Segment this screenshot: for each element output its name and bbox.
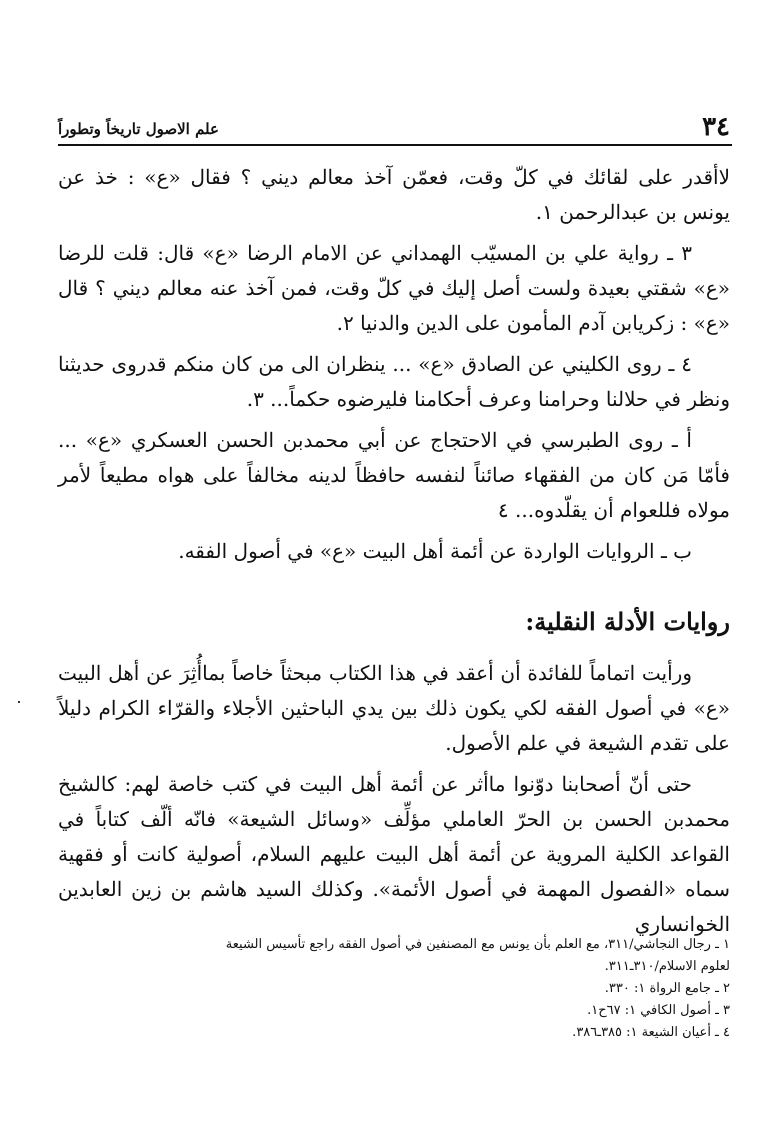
footnote-3: ٣ ـ أصول الكافي ١: ٦٧ح١.: [587, 1003, 730, 1018]
footnote-2: ٢ ـ جامع الرواة ١: ٣٣٠.: [604, 981, 730, 996]
paragraph-narration-a: أ ـ روى الطبرسي في الاحتجاج عن أبي محمدبن الحسن العسكري «ع» ... فأمّا مَن كان من الفقهاء صائناً لنفسه حافظاً لدينه مخالفاً على هواه مطيعاً لأمر مولاه فللعوام أن يقلّدوه... ٤: [58, 428, 730, 522]
footnote-4: ٤ ـ أعيان الشيعة ١: ٣٨٥ـ٣٨٦.: [572, 1025, 730, 1040]
main-text: [58, 160, 730, 948]
footnotes: [200, 934, 730, 1044]
header-rule: [58, 144, 732, 146]
section-heading: روايات الأدلة النقلية:: [525, 607, 730, 636]
running-title: علم الاصول تاريخاً وتطوراً: [58, 120, 219, 138]
page-number: ٣٤: [702, 112, 730, 142]
paragraph-section-intro: ورأيت اتماماً للفائدة أن أعقد في هذا الكتاب مبحثاً خاصاً بماأُثِرَ عن أهل البيت «ع» في أصول الفقه لكي يكون ذلك بين يدي الباحثين الأجلاء والقرّاء الكرام دليلاً على تقدم الشيعة في علم الأصول.: [58, 661, 730, 755]
paragraph-narration-3: ٣ ـ رواية علي بن المسيّب الهمداني عن الامام الرضا «ع» قال: قلت للرضا «ع» شقتي بعيدة ولست أصل إليك في كلّ وقت، فمن آخذ عنه معالم ديني ؟ قال «ع» : زكريابن آدم المأمون على الدين والدنيا ٢.: [58, 241, 730, 335]
page-header: [58, 106, 730, 142]
scan-speck: [18, 701, 20, 703]
paragraph-section-body: حتى أنّ أصحابنا دوّنوا ماأثر عن أئمة أهل البيت في كتب خاصة لهم: كالشيخ محمدبن الحسن بن الحرّ العاملي مؤلِّف «وسائل الشيعة» فانّه ألّف كتاباً في القواعد الكلية المروية عن أئمة أهل البيت عليهم السلام، أصولية كانت أو فقهية سماه «الفصول المهمة في أصول الأئمة». وكذلك السيد هاشم بن زين العابدين الخوانساري: [58, 772, 730, 936]
footnote-1: ١ ـ رجال النجاشي/٣١١، مع العلم بأن يونس مع المصنفين في أصول الفقه راجع تأسيس الشيعة لعلوم الاسلام/٣١٠ـ٣١١.: [225, 937, 730, 974]
paragraph-narration-4: ٤ ـ روى الكليني عن الصادق «ع» ... ينظران الى من كان منكم قدروى حديثنا ونظر في حلالنا وحرامنا وعرف أحكامنا فليرضوه حكماً... ٣.: [58, 352, 730, 411]
paragraph-quote-continuation: لاأقدر على لقائك في كلّ وقت، فعمّن آخذ معالم ديني ؟ فقال «ع» : خذ عن يونس بن عبدالرحمن ١.: [58, 165, 730, 224]
paragraph-narration-b: ب ـ الروايات الواردة عن أئمة أهل البيت «ع» في أصول الفقه.: [178, 539, 692, 563]
